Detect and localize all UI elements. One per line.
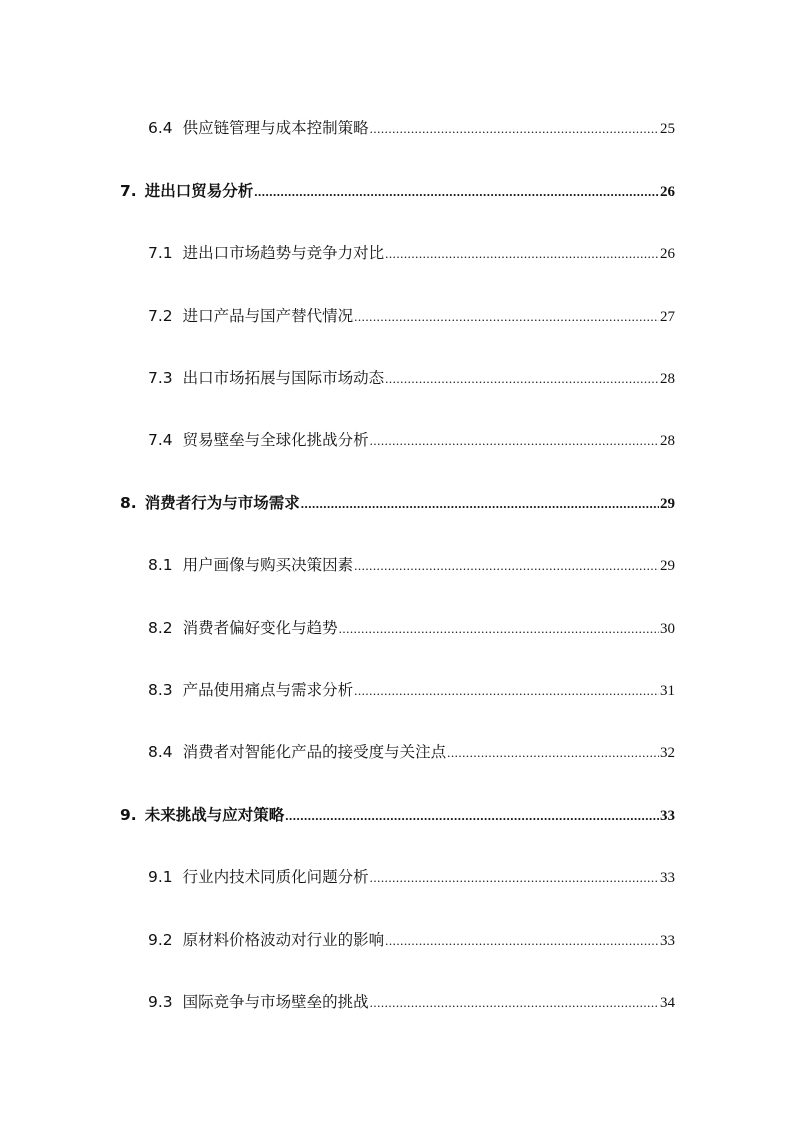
toc-entry-page: 34 [660,995,675,1011]
toc-entry-title: 未来挑战与应对策略 [144,806,285,824]
toc-entry-page: 26 [660,246,675,262]
toc-entry-number: 7.1 [148,244,173,262]
toc-entry-title: 行业内技术同质化问题分析 [182,868,369,886]
toc-entry-page: 29 [660,496,675,512]
toc-entry-title: 进出口市场趋势与竞争力对比 [182,244,385,262]
toc-entry-number: 8.2 [148,619,173,637]
toc-entry-number: 8.4 [148,743,173,761]
toc-entry-9[interactable] [120,803,675,827]
toc-dot-leader [385,367,659,391]
toc-entry-number: 9.2 [148,931,173,949]
toc-entry-page: 32 [660,745,675,761]
toc-entry-number: 8.1 [148,556,173,574]
toc-entry-8-2[interactable] [148,616,675,640]
toc-entry-title: 用户画像与购买决策因素 [182,556,354,574]
toc-dot-leader [385,929,659,953]
toc-dot-leader [254,180,659,204]
toc-entry-title: 国际竞争与市场壁垒的挑战 [182,993,369,1011]
toc-entry-8-1[interactable] [148,553,675,577]
toc-entry-7-3[interactable] [148,366,675,390]
toc-dot-leader [447,741,659,765]
toc-entry-7-4[interactable] [148,428,675,452]
toc-dot-leader [301,492,659,516]
toc-dot-leader [370,991,659,1015]
toc-entry-page: 33 [660,808,675,824]
toc-entry-title: 消费者偏好变化与趋势 [182,619,338,637]
toc-entry-9-3[interactable] [148,990,675,1014]
toc-entry-number: 6.4 [148,119,173,137]
toc-entry-number: 9.3 [148,993,173,1011]
toc-entry-7-1[interactable] [148,241,675,265]
toc-entry-title: 消费者行为与市场需求 [144,494,300,512]
toc-entry-9-1[interactable] [148,865,675,889]
toc-entry-number: 9. [120,806,137,824]
toc-entry-title: 供应链管理与成本控制策略 [182,119,369,137]
toc-entry-number: 7. [120,182,137,200]
toc-entry-title: 产品使用痛点与需求分析 [182,681,354,699]
toc-dot-leader [354,554,659,578]
toc-entry-number: 7.2 [148,307,173,325]
toc-entry-page: 30 [660,621,675,637]
toc-entry-page: 33 [660,870,675,886]
toc-entry-page: 25 [660,121,675,137]
toc-dot-leader [385,242,659,266]
toc-entry-page: 26 [660,184,675,200]
toc-entry-title: 贸易壁垒与全球化挑战分析 [182,431,369,449]
toc-entry-title: 进出口贸易分析 [144,182,254,200]
toc-entry-number: 9.1 [148,868,173,886]
toc-entry-9-2[interactable] [148,928,675,952]
toc-entry-title: 原材料价格波动对行业的影响 [182,931,385,949]
toc-entry-title: 出口市场拓展与国际市场动态 [182,369,385,387]
toc-entry-8[interactable] [120,491,675,515]
toc-dot-leader [370,866,659,890]
toc-entry-6-4[interactable] [148,116,675,140]
toc-entry-page: 27 [660,309,675,325]
toc-entry-number: 8. [120,494,137,512]
toc-entry-7[interactable] [120,179,675,203]
toc-entry-page: 33 [660,933,675,949]
toc-dot-leader [354,305,659,329]
toc-dot-leader [370,117,659,141]
toc-dot-leader [370,429,659,453]
toc-entry-8-3[interactable] [148,678,675,702]
toc-dot-leader [285,804,659,828]
toc-entry-page: 28 [660,371,675,387]
toc-entry-number: 7.4 [148,431,173,449]
toc-entry-page: 31 [660,683,675,699]
toc-entry-title: 进口产品与国产替代情况 [182,307,354,325]
toc-entry-number: 8.3 [148,681,173,699]
toc-entry-page: 28 [660,433,675,449]
toc-entry-title: 消费者对智能化产品的接受度与关注点 [182,743,447,761]
toc-entry-8-4[interactable] [148,740,675,764]
toc-dot-leader [354,679,659,703]
toc-entry-page: 29 [660,558,675,574]
toc-entry-7-2[interactable] [148,304,675,328]
toc-dot-leader [339,617,659,641]
toc-entry-number: 7.3 [148,369,173,387]
